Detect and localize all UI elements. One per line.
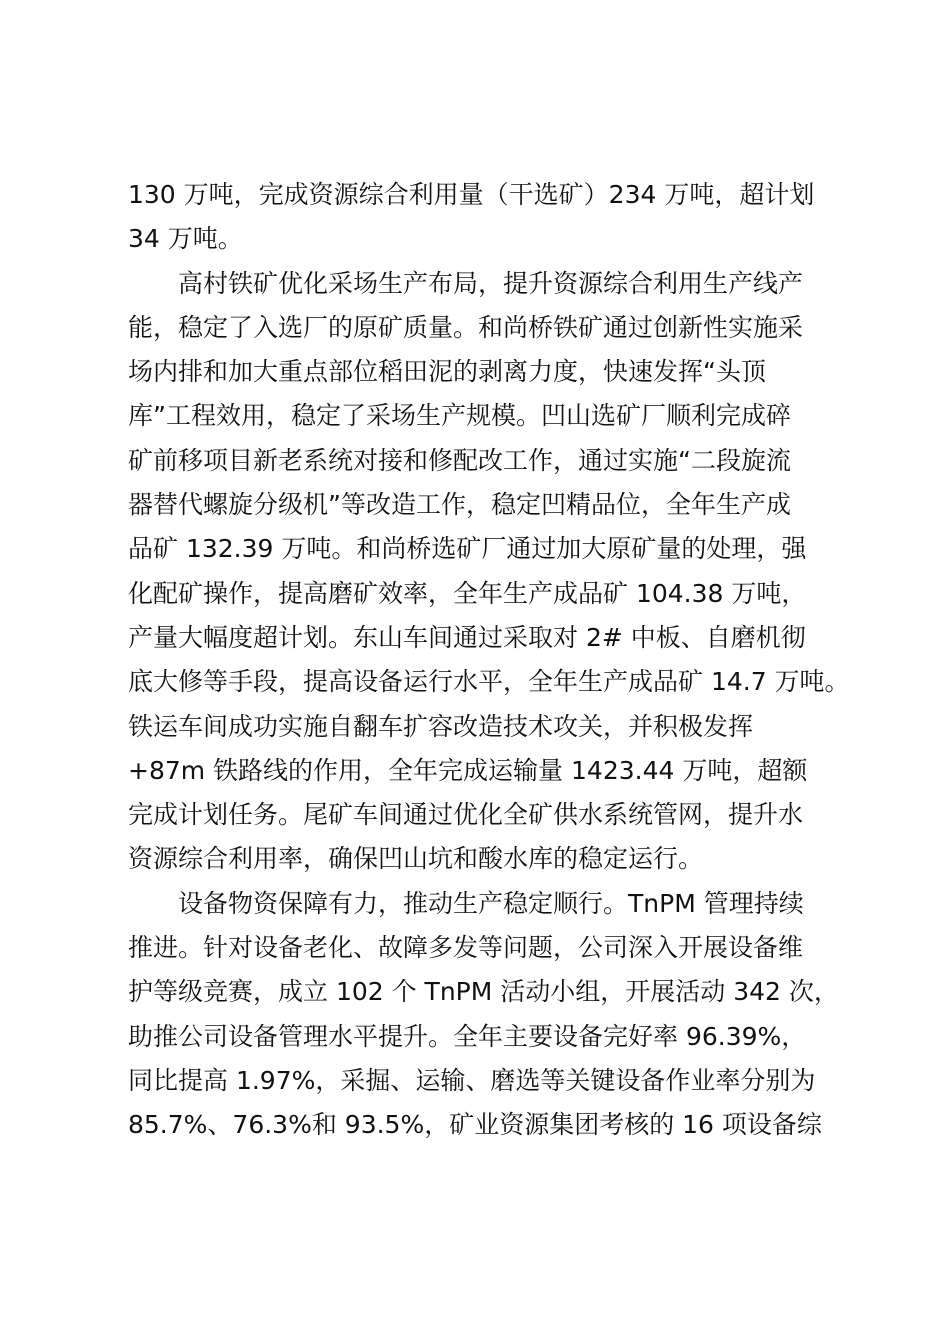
text-line: 完成计划任务。尾矿车间通过优化全矿供水系统管网，提升水 xyxy=(128,800,804,830)
text-line: 能，稳定了入选厂的原矿质量。和尚桥铁矿通过创新性实施采 xyxy=(128,312,804,342)
paragraph-2 xyxy=(128,262,850,882)
text-line: 护等级竞赛，成立 102 个 TnPM 活动小组，开展活动 342 次， xyxy=(128,977,839,1007)
text-line: 助推公司设备管理水平提升。全年主要设备完好率 96.39%， xyxy=(128,1021,807,1051)
text-line: 化配矿操作，提高磨矿效率，全年生产成品矿 104.38 万吨， xyxy=(128,578,807,608)
text-line: 铁运车间成功实施自翻车扩容改造技术攻关，并积极发挥 xyxy=(128,711,754,741)
text-line: 设备物资保障有力，推动生产稳定顺行。TnPM 管理持续 xyxy=(128,888,804,918)
paragraph-3 xyxy=(128,882,838,1148)
text-line: 85.7%、76.3%和 93.5%，矿业资源集团考核的 16 项设备综 xyxy=(128,1110,822,1140)
text-line: 场内排和加大重点部位稻田泥的剥离力度，快速发挥“头顶 xyxy=(128,357,766,387)
body-text xyxy=(128,173,850,1148)
text-line: 底大修等手段，提高设备运行水平，全年生产成品矿 14.7 万吨。 xyxy=(128,667,850,697)
paragraph-1 xyxy=(128,173,838,262)
text-line: 同比提高 1.97%，采掘、运输、磨选等关键设备作业率分别为 xyxy=(128,1065,816,1095)
text-line: 器替代螺旋分级机”等改造工作，稳定凹精品位，全年生产成 xyxy=(128,490,791,520)
text-line: 库”工程效用，稳定了采场生产规模。凹山选矿厂顺利完成碎 xyxy=(128,401,791,431)
text-line: +87m 铁路线的作用，全年完成运输量 1423.44 万吨，超额 xyxy=(128,755,808,785)
text-line: 资源综合利用率，确保凹山坑和酸水库的稳定运行。 xyxy=(128,844,704,874)
text-line: 矿前移项目新老系统对接和修配改工作，通过实施“二段旋流 xyxy=(128,445,791,475)
text-line: 高村铁矿优化采场生产布局，提升资源综合利用生产线产 xyxy=(128,268,804,298)
text-line: 34 万吨。 xyxy=(128,224,243,254)
text-line: 产量大幅度超计划。东山车间通过采取对 2# 中板、自磨机彻 xyxy=(128,622,806,652)
text-line: 130 万吨，完成资源综合利用量（干选矿）234 万吨，超计划 xyxy=(128,180,815,209)
text-line: 推进。针对设备老化、故障多发等问题，公司深入开展设备维 xyxy=(128,933,804,963)
text-line: 品矿 132.39 万吨。和尚桥选矿厂通过加大原矿量的处理，强 xyxy=(128,534,807,564)
